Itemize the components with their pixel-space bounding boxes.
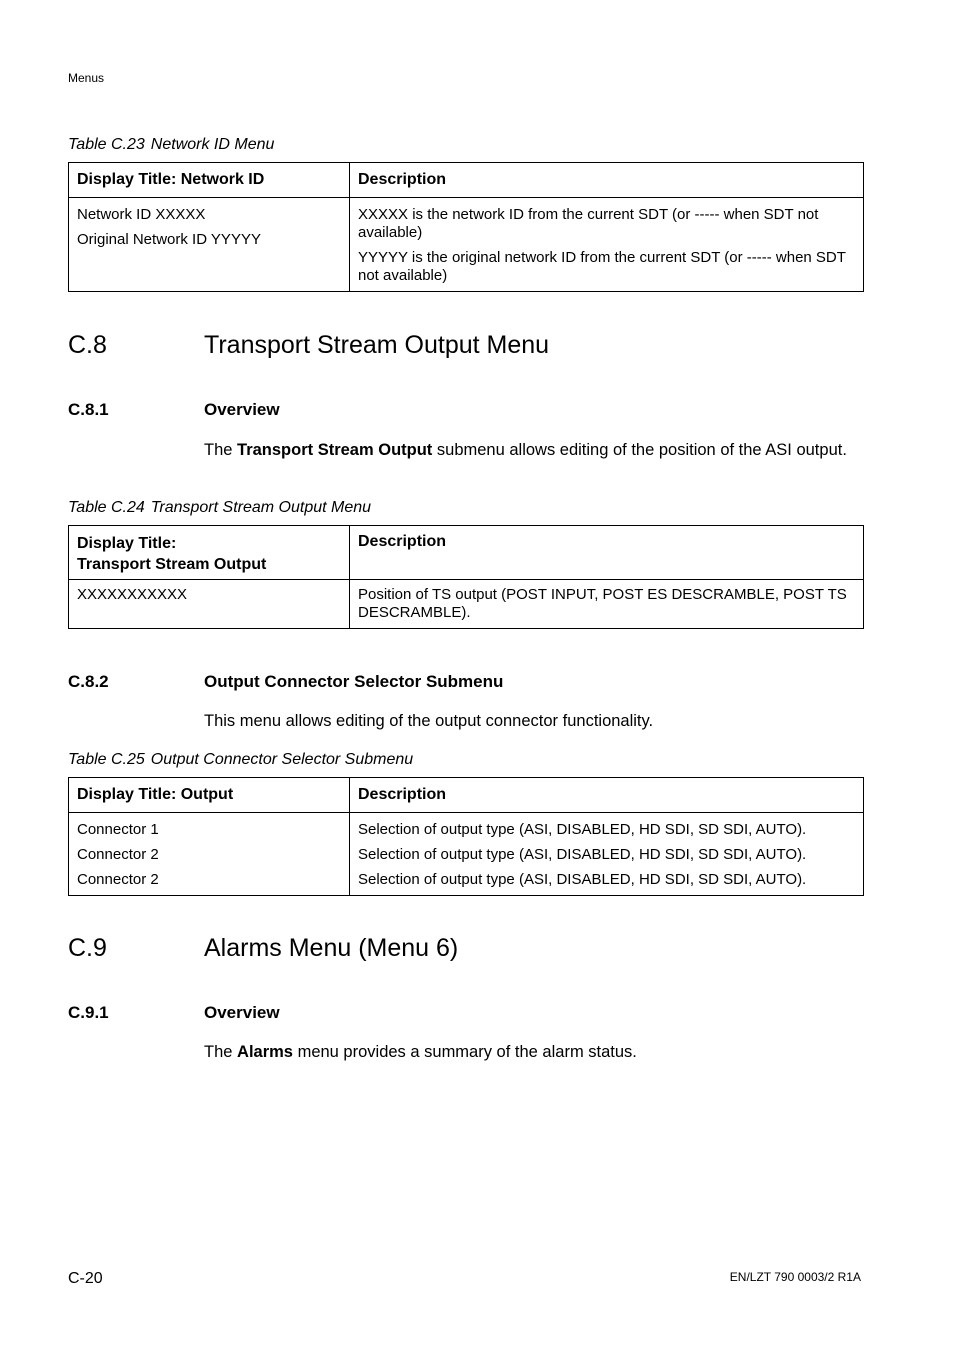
table-cell <box>69 813 350 896</box>
section-number: C.8 <box>68 331 107 359</box>
table-row <box>69 198 864 292</box>
table-c25 <box>68 777 864 896</box>
table-cell: XXXXXXXXXXX <box>69 580 350 629</box>
paragraph-c91 <box>204 1042 854 1062</box>
section-number: C.8.1 <box>68 400 109 419</box>
caption-number: Table C.24 <box>68 499 145 516</box>
running-head: Menus <box>68 71 105 85</box>
caption-number: Table C.23 <box>68 136 145 153</box>
table-row <box>69 813 864 896</box>
section-number: C.9.1 <box>68 1003 109 1022</box>
table-header-row <box>69 163 864 198</box>
table-c25-caption <box>68 751 413 769</box>
section-title: Overview <box>204 1003 280 1022</box>
table-c23-caption <box>68 136 274 154</box>
section-title: Overview <box>204 400 280 419</box>
caption-title: Transport Stream Output Menu <box>150 499 372 516</box>
table-c24 <box>68 525 864 629</box>
text-run: The <box>204 441 238 459</box>
header-cell: Description <box>350 526 864 580</box>
cell-line: Selection of output type (ASI, DISABLED, HD SDI, SD SDI, AUTO). <box>358 821 807 838</box>
table-c23 <box>68 162 864 292</box>
cell-line: Selection of output type (ASI, DISABLED, HD SDI, SD SDI, AUTO). <box>358 846 807 863</box>
cell-line: Selection of output type (ASI, DISABLED, HD SDI, SD SDI, AUTO). <box>358 871 807 888</box>
header-line: Transport Stream Output <box>77 556 267 573</box>
cell-line: Network ID XXXXX <box>77 206 206 223</box>
text-run: submenu allows editing of the position of the ASI output. <box>432 441 847 459</box>
section-heading-c9 <box>68 934 459 963</box>
text-run-bold: Transport Stream Output <box>237 441 433 459</box>
table-row <box>69 580 864 629</box>
paragraph-c82: This menu allows editing of the output connector functionality. <box>204 712 654 730</box>
header-cell: Description <box>350 778 864 813</box>
table-cell <box>69 198 350 292</box>
section-heading-c82 <box>68 672 504 692</box>
section-title: Alarms Menu (Menu 6) <box>204 934 459 962</box>
paragraph-c81 <box>204 440 854 460</box>
caption-number: Table C.25 <box>68 751 145 768</box>
caption-title: Network ID Menu <box>150 136 275 153</box>
table-cell: Position of TS output (POST INPUT, POST ES DESCRAMBLE, POST TS DESCRAMBLE). <box>350 580 864 629</box>
section-heading-c91 <box>68 1003 280 1023</box>
text-run: menu provides a summary of the alarm status. <box>292 1043 637 1061</box>
cell-line: Original Network ID YYYYY <box>77 231 261 248</box>
section-heading-c81 <box>68 400 280 420</box>
cell-line: Connector 1 <box>77 821 159 838</box>
page-number: C-20 <box>68 1270 103 1287</box>
text-run-bold: Alarms <box>237 1043 293 1061</box>
section-title: Output Connector Selector Submenu <box>204 672 504 691</box>
table-c24-caption <box>68 499 371 517</box>
section-number: C.9 <box>68 934 107 962</box>
section-number: C.8.2 <box>68 672 109 691</box>
cell-line: Connector 2 <box>77 871 159 888</box>
header-cell: Display Title: Output <box>69 778 350 813</box>
section-title: Transport Stream Output Menu <box>204 331 550 359</box>
header-cell: Description <box>350 163 864 198</box>
cell-line: Connector 2 <box>77 846 159 863</box>
text-run: The <box>204 1043 238 1061</box>
cell-line: YYYYY is the original network ID from the current SDT (or ----- when SDT not available) <box>358 249 846 284</box>
cell-line: XXXXX is the network ID from the current SDT (or ----- when SDT not available) <box>358 206 819 241</box>
header-line: Display Title: <box>77 535 177 552</box>
table-cell <box>350 198 864 292</box>
header-cell: Display Title: Network ID <box>69 163 350 198</box>
header-cell <box>69 526 350 580</box>
table-cell <box>350 813 864 896</box>
section-heading-c8 <box>68 331 550 360</box>
table-header-row <box>69 526 864 580</box>
caption-title: Output Connector Selector Submenu <box>150 751 414 768</box>
document-id: EN/LZT 790 0003/2 R1A <box>729 1270 861 1284</box>
table-header-row <box>69 778 864 813</box>
